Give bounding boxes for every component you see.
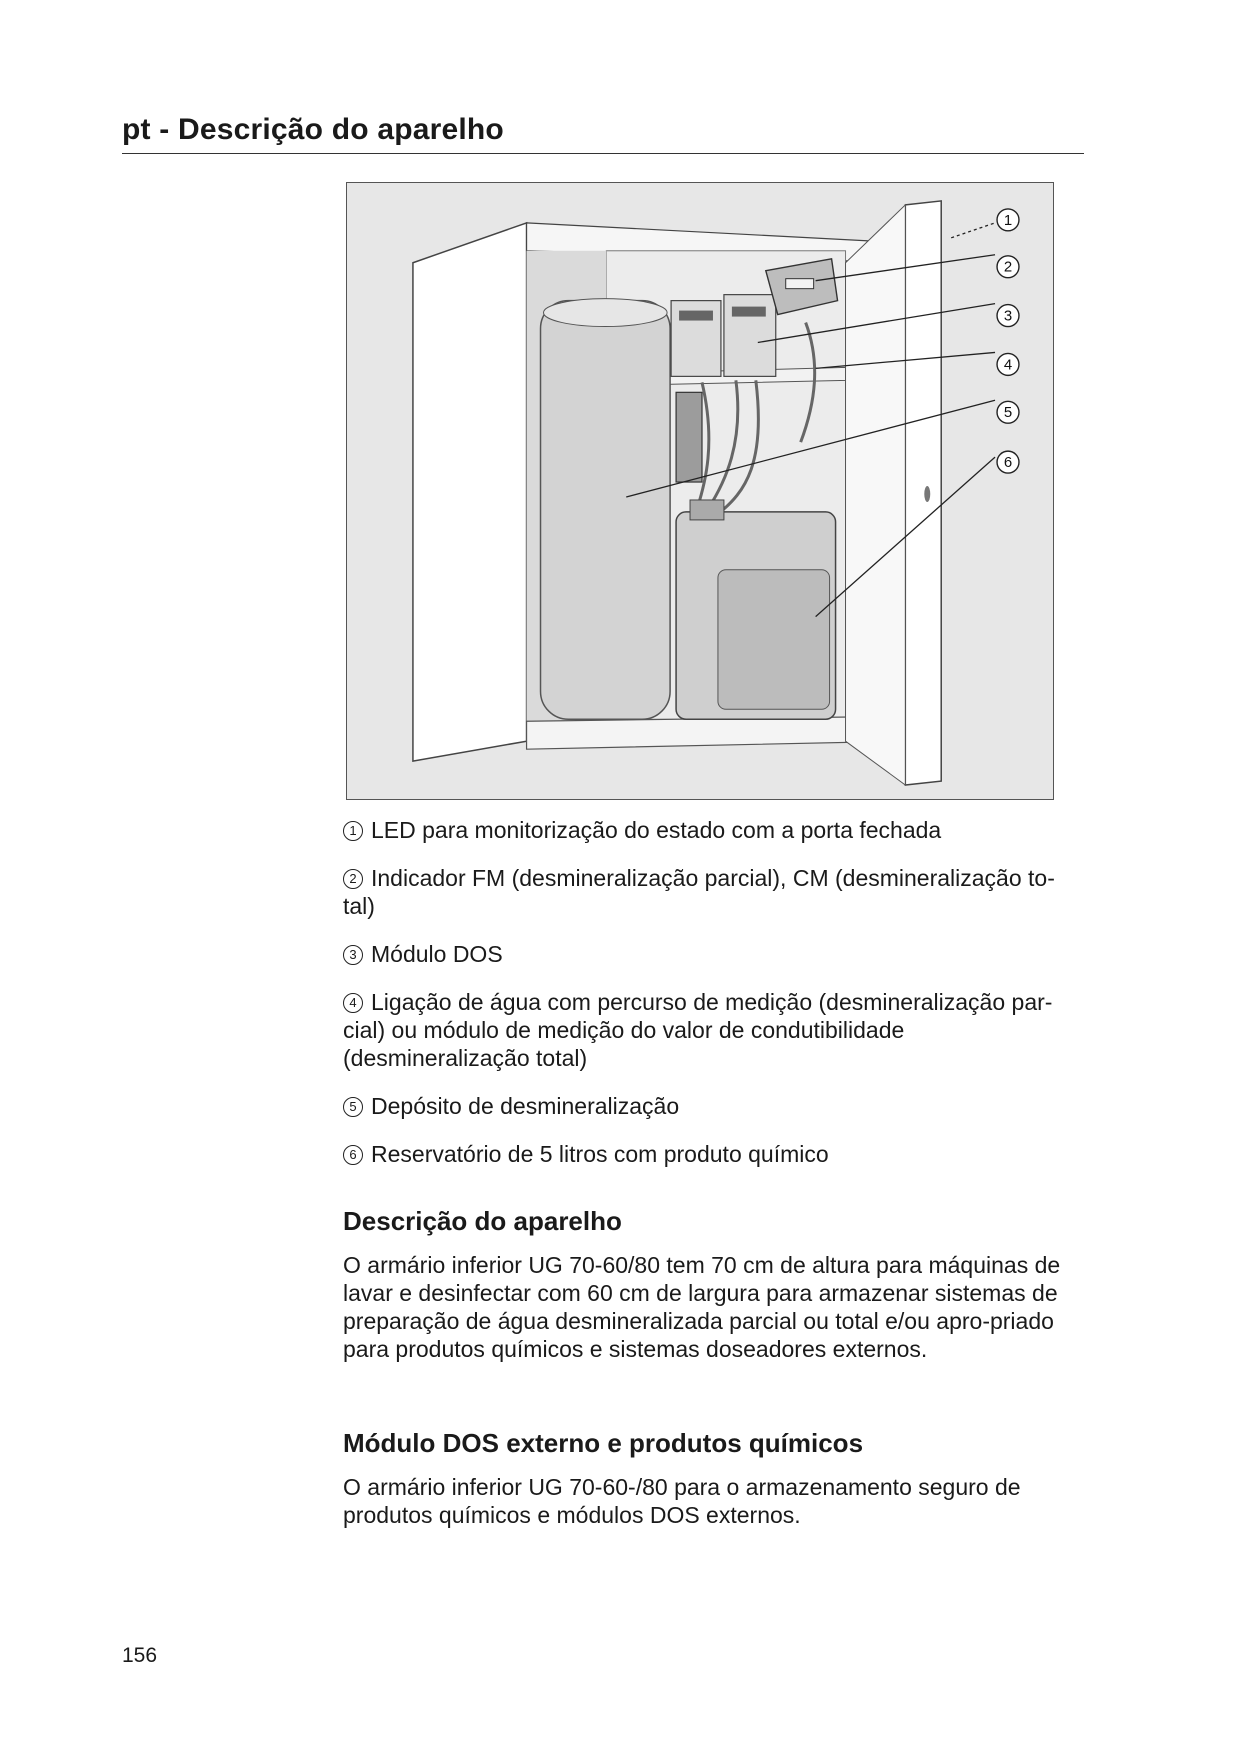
section-device-description — [343, 1206, 1083, 1363]
water-connection — [676, 392, 702, 482]
cabinet-door — [905, 201, 941, 785]
legend-number: 2 — [343, 869, 363, 889]
legend-item — [343, 940, 1083, 968]
legend-number: 4 — [343, 993, 363, 1013]
page-number: 156 — [122, 1644, 158, 1667]
legend-text: Ligação de água com percurso de medição (desmineralização par-cial) ou módulo de medição do valor de condutibilidade (desmineralização total) — [343, 989, 1053, 1071]
legend-item — [343, 1092, 1083, 1120]
section-heading: Descrição do aparelho — [343, 1206, 622, 1236]
section-heading: Módulo DOS externo e produtos químicos — [343, 1428, 864, 1458]
legend-number: 3 — [343, 945, 363, 965]
legend-text: Depósito de desmineralização — [371, 1093, 680, 1119]
legend-text: Módulo DOS — [371, 941, 503, 967]
callout-1-label: 1 — [1003, 211, 1013, 229]
cabinet-illustration — [346, 182, 1054, 800]
callout-6-label: 6 — [1003, 454, 1013, 472]
legend-number: 6 — [343, 1145, 363, 1165]
page-header — [122, 113, 1084, 154]
callout-2-label: 2 — [1003, 258, 1013, 276]
demineralization-tank — [541, 301, 671, 720]
section-body: O armário inferior UG 70-60/80 tem 70 cm de altura para máquinas de lavar e desinfectar com 60 cm de largura para armazenar sistemas de preparação de água desmineralizada parcial ou total e/ou apro-priado para produtos químicos e sistemas doseadores externos. — [343, 1252, 1061, 1362]
legend-number: 1 — [343, 821, 363, 841]
legend-item — [343, 1140, 1083, 1168]
figure-legend — [343, 816, 1083, 1188]
legend-text: Reservatório de 5 litros com produto químico — [371, 1141, 829, 1167]
legend-item — [343, 816, 1083, 844]
callout-3-label: 3 — [1003, 307, 1013, 325]
cabinet-left-panel — [413, 223, 527, 761]
page-title: pt - Descrição do aparelho — [122, 113, 504, 146]
legend-item — [343, 988, 1083, 1072]
callout-4-label: 4 — [1003, 356, 1013, 374]
section-dos-module — [343, 1428, 1083, 1529]
legend-text: Indicador FM (desmineralização parcial), CM (desmineralização to-tal) — [343, 865, 1055, 919]
section-body: O armário inferior UG 70-60-/80 para o armazenamento seguro de produtos químicos e módulos DOS externos. — [343, 1474, 1021, 1528]
legend-text: LED para monitorização do estado com a porta fechada — [371, 817, 942, 843]
legend-item — [343, 864, 1083, 920]
callout-5-label: 5 — [1003, 404, 1013, 422]
legend-number: 5 — [343, 1097, 363, 1117]
